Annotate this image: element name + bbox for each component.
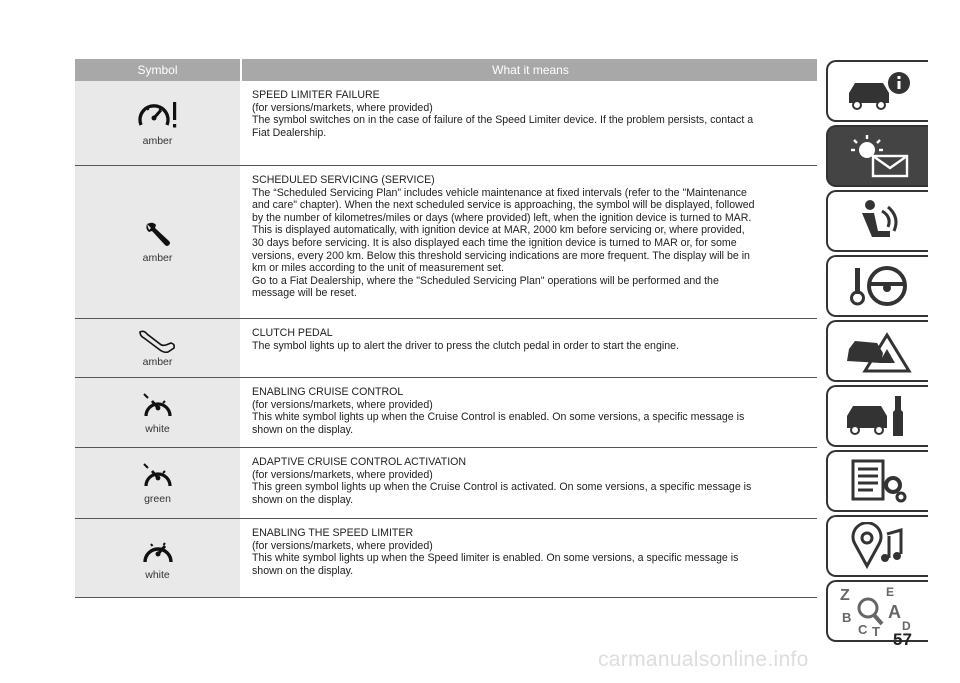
symbol-color-label: amber [142,252,173,264]
svg-text:D: D [902,619,911,633]
tab-car-info[interactable] [826,60,928,122]
multimedia-icon [845,522,911,570]
header-symbol: Symbol [137,63,178,77]
symbol-color-label: amber [142,135,173,147]
symbol-color-label: green [144,493,171,505]
header-meaning: What it means [244,59,817,81]
tab-technical-data[interactable] [826,450,928,512]
adaptive-cruise-control-icon [141,461,175,491]
table-row [75,166,817,319]
car-maintenance-icon [843,392,913,440]
tab-servicing[interactable] [826,385,928,447]
row-description: SPEED LIMITER FAILURE (for versions/markets, where provided) The symbol switches on in the case of failure of the Speed Limiter device. If the problem persists, contact a Fiat Dealership. [252,89,754,139]
seat-airbag-icon [848,197,908,245]
warning-light-message-icon [843,132,913,180]
tab-starting-driving[interactable] [826,255,928,317]
tab-emergency[interactable] [826,320,928,382]
cruise-control-icon [141,391,175,421]
svg-text:Z: Z [840,587,850,604]
tab-index[interactable] [826,580,928,642]
table-row [75,378,817,448]
table-row [75,319,817,378]
table-row [75,519,817,598]
car-emergency-icon [843,327,913,375]
table-header [75,59,817,81]
chapter-tabs [826,60,930,645]
page-number: 57 [893,630,912,649]
key-steering-wheel-icon [845,262,911,310]
tab-warning-lights[interactable] [826,125,928,187]
tab-safety[interactable] [826,190,928,252]
tab-multimedia[interactable] [826,515,928,577]
table-row [75,448,817,519]
warning-lights-table [75,59,817,598]
svg-text:B: B [842,610,852,625]
row-description: ENABLING CRUISE CONTROL (for versions/markets, where provided) This white symbol lights up when the Cruise Control is enabled. On some versions, a specific message is shown on the display. [252,386,745,436]
row-description: ENABLING THE SPEED LIMITER (for versions/markets, where provided) This white symbol lights up when the Speed limiter is enabled. On some versions, a specific message is shown on the display. [252,527,739,577]
svg-text:T: T [872,624,880,638]
row-description: ADAPTIVE CRUISE CONTROL ACTIVATION (for versions/markets, where provided) This green symbol lights up when the Cruise Control is activated. On some versions, a specific message is shown on the display. [252,456,752,506]
speed-limiter-icon [140,535,176,567]
svg-text:C: C [858,622,868,637]
symbol-color-label: amber [142,356,173,368]
footer-watermark: carmanualsonline.info [598,648,809,671]
clutch-pedal-icon [138,328,178,354]
svg-text:A: A [888,602,901,622]
wrench-icon [143,220,173,250]
row-description: SCHEDULED SERVICING (SERVICE) The “Scheduled Servicing Plan” includes vehicle maintenance at fixed intervals (refer to the "Maintenance and care" chapter). When the next scheduled service is approaching, the symbol will be displayed, followed by the number of kilometres/miles or days (where provided) left, when the ignition device is turned to MAR. This is displayed automatically, with ignition device at MAR, 2000 km before servicing or, where provided, 30 days before servicing. It is also displayed each time the ignition device is turned to MAR or, for some versions, every 200 km. Below this threshold servicing indications are more frequent. The display will be in km or miles according to the unit of measurement set. Go to a Fiat Dealership, where the "Scheduled Servicing Plan" operations will be performed and the message will be reset. [252,174,755,300]
speed-limiter-failure-icon [135,99,181,133]
technical-data-icon [845,457,911,505]
symbol-color-label: white [145,422,170,435]
table-row [75,81,817,166]
row-description: CLUTCH PEDAL The symbol lights up to alert the driver to press the clutch pedal in order to start the engine. [252,327,679,352]
car-info-icon [843,69,913,113]
symbol-color-label: white [145,569,170,581]
svg-text:E: E [886,585,895,599]
